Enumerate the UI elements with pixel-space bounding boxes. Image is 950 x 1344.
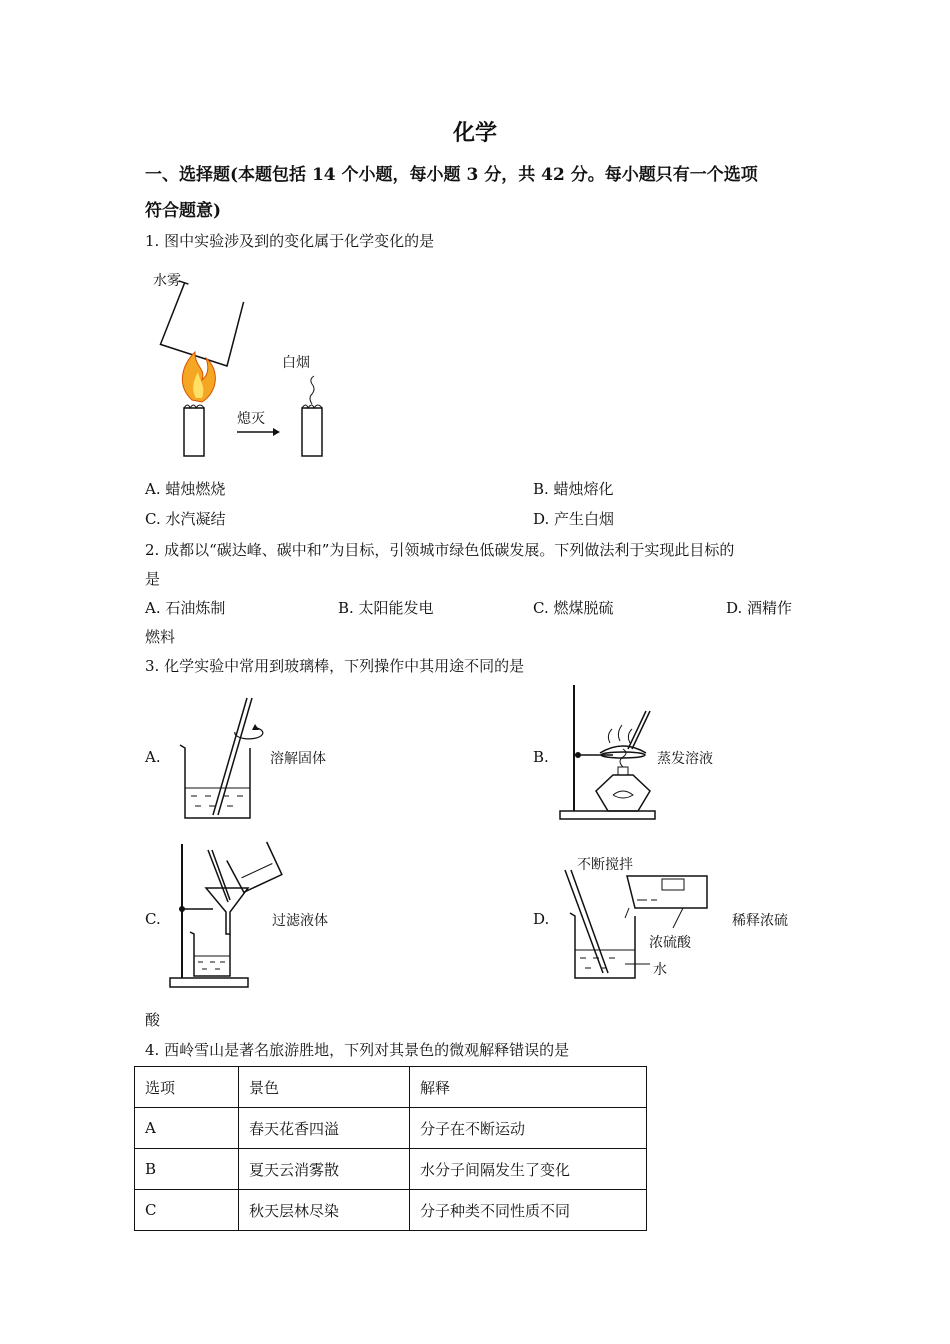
cell-scene: 春天花香四溢: [239, 1108, 410, 1149]
q2-stem-line1: 2. 成都以“碳达峰、碳中和”为目标，引领城市绿色低碳发展。下列做法利于实现此目标的: [145, 541, 735, 559]
alcohol-lamp-icon: [596, 775, 650, 811]
q2-option-b: B. 太阳能发电: [338, 599, 434, 617]
stand-base-icon: [560, 811, 655, 819]
cell-explanation: 水分子间隔发生了变化: [410, 1149, 647, 1190]
beaker-icon: [190, 932, 230, 976]
q4-stem: 4. 西岭雪山是著名旅游胜地，下列对其景色的微观解释错误的是: [145, 1041, 570, 1059]
table-header-row: [135, 1067, 647, 1108]
q3-figure-c-filter: [168, 842, 283, 992]
table-row: [135, 1190, 647, 1231]
q1-option-b: B. 蜡烛熔化: [533, 480, 614, 498]
header-explanation: 解释: [410, 1067, 647, 1108]
q3-figure-d-dilute: [565, 868, 715, 983]
cell-option: B: [135, 1149, 239, 1190]
glass-rod-icon: [565, 870, 608, 973]
q3-caption-d-wrap: 酸: [145, 1011, 161, 1029]
q2-option-a: A. 石油炼制: [145, 599, 226, 617]
q2-option-d-wrap: 燃料: [145, 628, 176, 646]
smoke-icon: [310, 376, 314, 404]
q3-caption-a: 溶解固体: [270, 751, 326, 767]
pouring-beaker-icon: [227, 842, 282, 893]
q3-letter-a: A.: [145, 748, 161, 766]
q4-table: [134, 1066, 647, 1231]
q3-label-acid: 浓硫酸: [649, 935, 691, 951]
q3-letter-c: C.: [145, 910, 161, 928]
q1-stem: 1. 图中实验涉及到的变化属于化学变化的是: [145, 232, 435, 250]
q3-label-stir: 不断搅拌: [577, 857, 633, 873]
q3-caption-b: 蒸发溶液: [657, 751, 713, 767]
cell-scene: 夏天云消雾散: [239, 1149, 410, 1190]
cell-option: C: [135, 1190, 239, 1231]
flame-icon: [182, 352, 215, 402]
candle-left-icon: [184, 408, 204, 456]
funnel-icon: [206, 888, 248, 934]
cell-option: A: [135, 1108, 239, 1149]
q1-label-water-mist: 水雾: [153, 273, 181, 289]
page-title: 化学: [452, 121, 497, 146]
arrow-right-icon: [237, 428, 280, 436]
q1-candle-figure: [140, 260, 340, 465]
q3-figure-a-dissolve: [175, 690, 265, 825]
q3-letter-b: B.: [533, 748, 549, 766]
q1-option-c: C. 水汽凝结: [145, 510, 226, 528]
q2-option-c: C. 燃煤脱硫: [533, 599, 614, 617]
q3-figure-b-evaporate: [558, 683, 663, 823]
q1-option-d: D. 产生白烟: [533, 510, 615, 528]
tilted-beaker-icon: [159, 281, 248, 366]
q1-option-a: A. 蜡烛燃烧: [145, 480, 226, 498]
q2-option-d: D. 酒精作: [726, 599, 793, 617]
q3-letter-d: D.: [533, 910, 550, 928]
q1-label-extinguish: 熄灭: [237, 411, 265, 427]
cell-explanation: 分子种类不同性质不同: [410, 1190, 647, 1231]
section-heading-line2: 符合题意): [145, 201, 222, 221]
q2-stem-line2: 是: [145, 570, 161, 588]
q3-stem: 3. 化学实验中常用到玻璃棒，下列操作中其用途不同的是: [145, 657, 525, 675]
q3-label-water: 水: [653, 962, 667, 978]
q1-label-white-smoke: 白烟: [282, 355, 310, 371]
glass-rod-icon: [213, 698, 252, 815]
acid-bottle-icon: [627, 876, 707, 908]
section-heading-line1: 一、选择题(本题包括 14 个小题，每小题 3 分，共 42 分。每小题只有一个选项: [145, 165, 758, 185]
header-option: 选项: [135, 1067, 239, 1108]
cell-explanation: 分子在不断运动: [410, 1108, 647, 1149]
q3-caption-d: 稀释浓硫: [732, 913, 788, 929]
stand-base-icon: [170, 978, 248, 987]
q3-caption-c: 过滤液体: [272, 913, 328, 929]
table-row: [135, 1149, 647, 1190]
header-scene: 景色: [239, 1067, 410, 1108]
candle-right-icon: [302, 408, 322, 456]
cell-scene: 秋天层林尽染: [239, 1190, 410, 1231]
table-row: [135, 1108, 647, 1149]
